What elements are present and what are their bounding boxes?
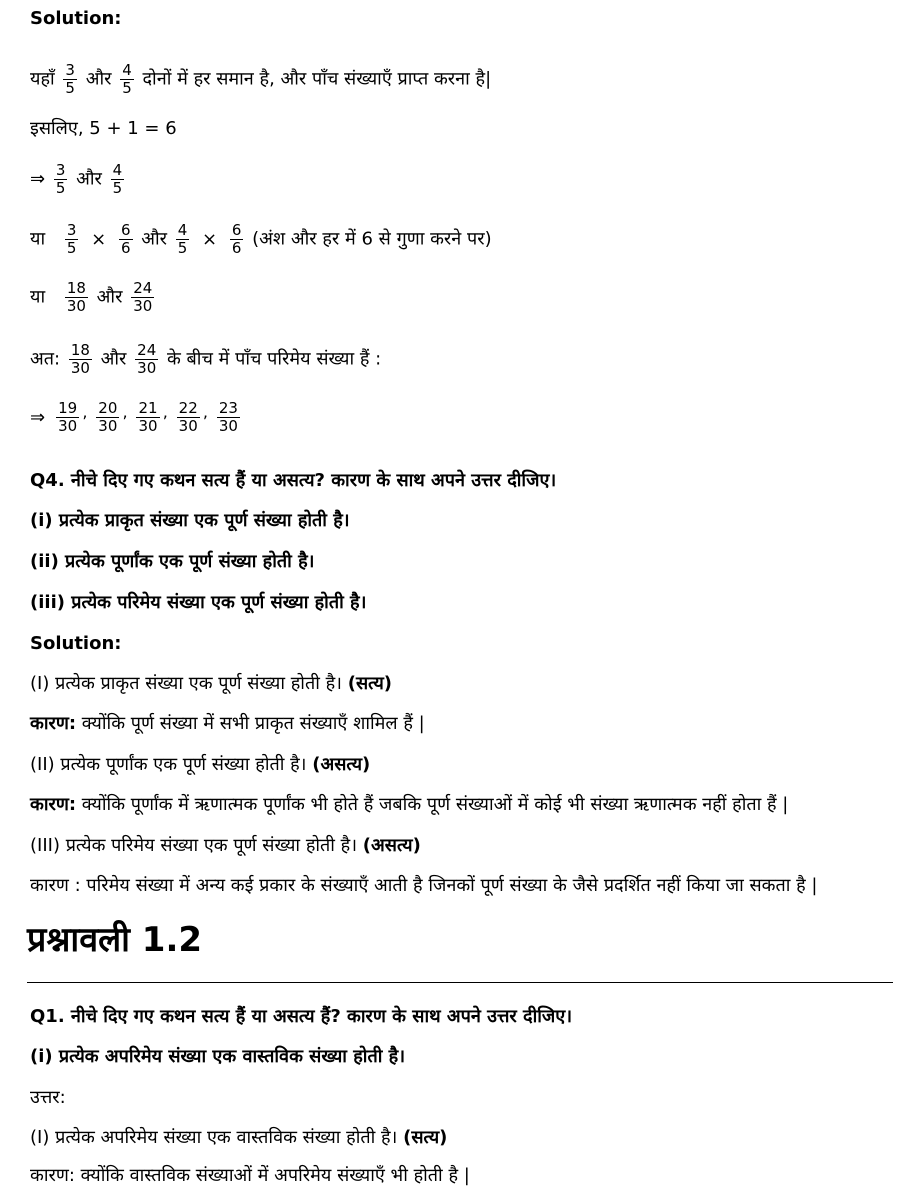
comma: ’: [202, 412, 208, 431]
text-or: या: [30, 228, 46, 250]
implies-arrow: ⇒: [30, 168, 46, 190]
solution-line-2: इसलिए, 5 + 1 = 6: [30, 118, 177, 139]
answer-verdict: (सत्य): [403, 1127, 448, 1148]
solution-line-6: [30, 342, 891, 377]
text-and: और: [85, 68, 112, 90]
solution-heading: Solution:: [30, 8, 122, 29]
fraction: $\frac{6}{6}$: [231, 221, 242, 257]
fraction: $\frac{18}{30}$: [70, 341, 90, 377]
exercise-q1-item-1: (i) प्रत्येक अपरिमेय संख्या एक वास्तविक संख्या होती है।: [30, 1046, 406, 1067]
solution-line-5: [30, 280, 891, 315]
exercise-title: प्रश्नावली 1.2: [27, 920, 203, 960]
fraction: $\frac{4}{5}$: [122, 61, 132, 97]
exercise-reason-1: कारण: क्योंकि वास्तविक संख्याओं में अपरिमेय संख्याएँ भी होती है |: [30, 1165, 470, 1186]
fraction: $\frac{3}{5}$: [65, 61, 75, 97]
text-and: और: [141, 228, 168, 250]
answer-verdict: (असत्य): [362, 835, 421, 856]
answer-statement: (I) प्रत्येक अपरिमेय संख्या एक वास्तविक संख्या होती है।: [30, 1127, 398, 1148]
q4-item-2: (ii) प्रत्येक पूर्णांक एक पूर्ण संख्या होती है।: [30, 551, 315, 572]
fraction: $\frac{24}{30}$: [133, 279, 153, 315]
exercise-answer-1: [30, 1127, 891, 1149]
comma: ’: [122, 412, 128, 431]
fraction: $\frac{3}{5}$: [55, 161, 66, 197]
q4-reason-3: [30, 875, 891, 897]
fraction: $\frac{18}{30}$: [66, 279, 86, 315]
times-sign: ×: [202, 228, 218, 250]
text-hence: अत:: [30, 348, 61, 370]
solution-line-3: [30, 162, 891, 197]
text-and: और: [76, 168, 102, 190]
divider: [27, 982, 893, 983]
text-suffix: के बीच में पाँच परिमेय संख्या हैं :: [166, 348, 382, 370]
solution-line-1: [30, 62, 891, 97]
text-and: और: [100, 348, 127, 370]
exercise-q1: Q1. नीचे दिए गए कथन सत्य हैं या असत्य हैं? कारण के साथ अपने उत्तर दीजिए।: [30, 1006, 573, 1027]
q4-reason-2: [30, 794, 891, 816]
q4-solution-heading: Solution:: [30, 633, 122, 654]
q4-item-1: (i) प्रत्येक प्राकृत संख्या एक पूर्ण संख्या होती है।: [30, 510, 350, 531]
fraction: $\frac{23}{30}$: [218, 399, 238, 435]
fraction: $\frac{6}{6}$: [120, 221, 131, 257]
solution-line-7: [30, 400, 891, 435]
comma: ’: [82, 412, 88, 431]
fraction: $\frac{19}{30}$: [58, 399, 78, 435]
text-prefix: यहाँ: [30, 68, 55, 90]
fraction: $\frac{4}{5}$: [177, 221, 188, 257]
q4-answer-1: [30, 673, 891, 695]
text-suffix: दोनों में हर समान है, और पाँच संख्याएँ प्राप्त करना है|: [142, 68, 492, 90]
answer-verdict: (सत्य): [347, 673, 392, 694]
fraction: $\frac{22}{30}$: [178, 399, 198, 435]
reason-text: क्योंकि पूर्णांक में ऋणात्मक पूर्णांक भी होते हैं जबकि पूर्ण संख्याओं में कोई भी संख्या ऋणात्मक नहीं होता हैं |: [81, 794, 789, 815]
implies-arrow: ⇒: [30, 406, 46, 428]
text-and: और: [96, 286, 123, 308]
q4-answer-2: [30, 754, 891, 776]
answer-statement: (II) प्रत्येक पूर्णांक एक पूर्ण संख्या होती है।: [30, 754, 307, 775]
reason-label: कारण:: [30, 713, 77, 734]
fraction: $\frac{4}{5}$: [112, 161, 123, 197]
text-or: या: [30, 286, 46, 308]
fraction: $\frac{20}{30}$: [98, 399, 118, 435]
fraction: $\frac{21}{30}$: [138, 399, 158, 435]
fraction: $\frac{24}{30}$: [137, 341, 157, 377]
q4-answer-3: [30, 835, 891, 857]
solution-line-4: [30, 222, 891, 257]
reason-text: परिमेय संख्या में अन्य कई प्रकार के संख्याएँ आती है जिनकों पूर्ण संख्या के जैसे प्रदर्शित नहीं किया जा सकता है |: [86, 875, 818, 896]
text-note: (अंश और हर में 6 से गुणा करने पर): [252, 228, 492, 250]
answer-statement: (I) प्रत्येक प्राकृत संख्या एक पूर्ण संख्या होती है।: [30, 673, 342, 694]
answer-statement: (III) प्रत्येक परिमेय संख्या एक पूर्ण संख्या होती है।: [30, 835, 358, 856]
fraction: $\frac{3}{5}$: [66, 221, 77, 257]
answer-label: उत्तर:: [30, 1087, 66, 1108]
q4-item-3: (iii) प्रत्येक परिमेय संख्या एक पूर्ण संख्या होती है।: [30, 592, 367, 613]
reason-label: कारण:: [30, 794, 77, 815]
comma: ’: [162, 412, 168, 431]
q4-reason-1: [30, 713, 891, 735]
reason-text: क्योंकि पूर्ण संख्या में सभी प्राकृत संख्याएँ शामिल हैं |: [81, 713, 425, 734]
reason-label: कारण :: [30, 875, 81, 896]
q4-question: Q4. नीचे दिए गए कथन सत्य हैं या असत्य? कारण के साथ अपने उत्तर दीजिए।: [30, 470, 557, 491]
answer-verdict: (असत्य): [312, 754, 371, 775]
times-sign: ×: [91, 228, 107, 250]
